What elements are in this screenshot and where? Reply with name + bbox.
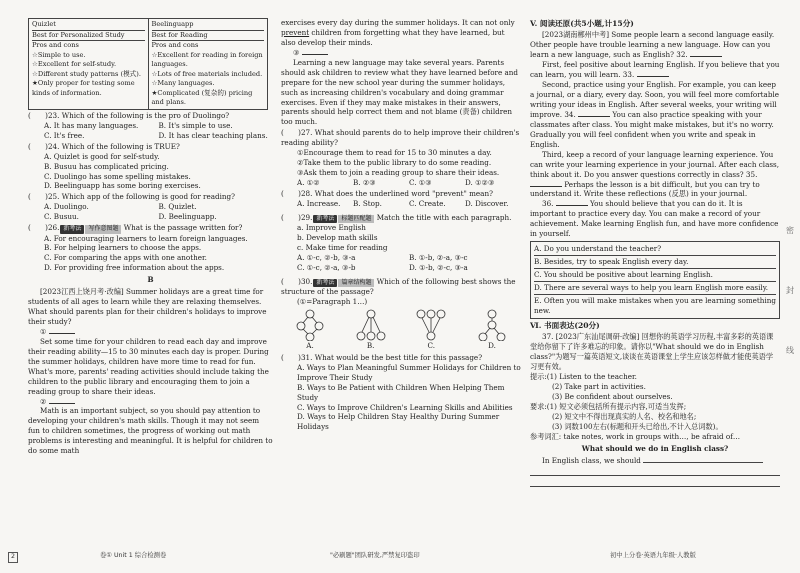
paragraph-3: Learning a new language may take several years. Parents should ask children to review what they have learned before and prepare for the new school year during the summer holidays, such as increasing children's vocabulary and doing grammar exercises. Even if they may make mistakes in their answers, parents should help correct them and not blame (责备) children too much. <box>281 57 519 127</box>
section-5-heading: V. 阅读还原(共5小题,计15分) <box>530 19 634 28</box>
passage-intro: [2023江西上饶月考·改编] Summer holidays are a great time for students of all ages to learn while they are relaxing themselves. What should parents plan for their children's holidays to improve their study? <box>28 287 267 326</box>
question-30 <box>281 277 521 351</box>
column-2 <box>281 18 521 432</box>
seal-mark: 封 <box>786 286 794 295</box>
table-cell-line: ☆Excellent for self-study. <box>32 60 117 69</box>
option-b[interactable]: B. Quizlet. <box>158 202 197 212</box>
question-26-stem: What is the passage written for? <box>123 223 243 233</box>
reading-para-1: First, feel positive about learning English. If you believe that you can learn, you will learn. 33. <box>530 60 780 80</box>
option-c: C. You should be positive about learning English. <box>534 269 776 282</box>
reading-para-3: Third, keep a record of your language learning experience. You can write your learning experience in your journal. After each class, think about it. Do you answer questions correctly in class? 35. Perhaps the lesson is a bit difficult, but you can try to understand it. Write these reflections (反思) in your journal. <box>530 149 780 199</box>
table-cell-line: Beelinguapp <box>152 20 265 31</box>
option-d[interactable]: D. Beelinguapp has some boring exercises. <box>44 181 201 191</box>
diagram-c[interactable] <box>416 309 446 351</box>
option-c[interactable]: C. ①-c, ②-a, ③-b <box>297 262 356 272</box>
seal-mark: 线 <box>786 346 794 355</box>
reading-para-4: 36. You should believe that you can do it. It is important to practice every day. You can make a record of your achievement. Make learning English fun, and have more confidence in yourself. <box>530 199 779 239</box>
app-comparison-table <box>28 18 268 110</box>
option-b: B. Besides, try to speak English every day. <box>534 256 776 269</box>
statement-3: ③Ask them to join a reading group to share their ideas. <box>297 168 500 178</box>
answer-blank-34[interactable] <box>578 110 610 117</box>
option-a[interactable]: A. ①-c, ②-b, ③-a <box>297 252 356 262</box>
question-25-stem: ( )25. Which app of the following is good for reading? <box>28 192 236 202</box>
requirements-label: 要求: <box>530 401 547 411</box>
question-29 <box>281 213 521 273</box>
question-28 <box>281 189 521 209</box>
option-a[interactable]: A. Increase. <box>297 198 341 208</box>
reading-para-2: Second, practice using your English. For example, you can keep a journal, or a diary, every day. Soon, you will feel more comfortable writing your ideas in English. After several weeks, your writing will improve. 34. You can also practice speaking with your classmates after class. You might make mistakes, but it's no worry. Gradually you will feel confident when you write and speak in English. <box>530 80 779 149</box>
option-b[interactable]: B. For helping learners to choose the apps. <box>44 243 202 253</box>
blank-1[interactable]: ① <box>28 327 273 337</box>
question-number: ( )30. <box>281 276 313 286</box>
question-23-stem: ( )23. Which of the following is the pro of Duolingo? <box>28 110 230 120</box>
table-cell-line: Quizlet <box>32 20 145 31</box>
options-box <box>530 241 780 319</box>
option-c[interactable]: C. Busuu. <box>44 212 79 222</box>
question-27 <box>281 128 521 188</box>
question-30-stem: Which of the following best shows the structure of the passage? <box>281 276 516 297</box>
table-cell-line: ☆Many languages. <box>151 79 215 88</box>
footer-center-text: "必刷题"团队研发,严禁复印盗印 <box>330 552 420 559</box>
option-d[interactable]: D. For providing free information about the apps. <box>44 263 225 273</box>
hint-3: (3) Be confident about ourselves. <box>552 391 673 401</box>
hint-1: (1) Listen to the teacher. <box>546 372 637 381</box>
question-type-tag: 标题匹配题 <box>338 215 374 223</box>
paragraph-2: Math is an important subject, so you should pay attention to developing your children's math skills. Though it may not seem fun to children sometimes, the progress of working out math problems is interesting and meaningful. It is helpful for children to do some math <box>28 406 273 456</box>
essay-start-line[interactable]: In English class, we should <box>530 456 780 466</box>
writing-prompt: 37. [2023广东汕尾调研·改编] 回想你的英语学习历程,丰富多彩的英语课堂给你留下了许多难忘的印象。请你以"What should we do in English class?"为题写一篇英语短文,谈谈在英语课堂上学生应该怎样做才能使英语学习更有效。 <box>530 332 774 372</box>
question-28-stem: ( )28. What does the underlined word "prevent" mean? <box>281 188 493 198</box>
column-3 <box>530 18 780 487</box>
option-c[interactable]: C. Duolingo has some spelling mistakes. <box>44 171 191 181</box>
answer-blank-35[interactable] <box>530 180 562 187</box>
option-a[interactable]: A. ①② <box>297 178 320 187</box>
option-d[interactable]: D. Ways to Help Children Stay Healthy During Summer Holidays <box>297 412 500 432</box>
statement-2: ②Take them to the public library to do some reading. <box>297 158 492 168</box>
question-31-stem: ( )31. What would be the best title for this passage? <box>281 352 483 362</box>
question-26 <box>28 223 273 273</box>
diagram-d[interactable] <box>477 309 507 351</box>
option-b[interactable]: B. ①-b, ②-a, ③-c <box>409 252 468 262</box>
question-type-tag: 写作意图题 <box>85 225 121 233</box>
option-a[interactable]: A. Ways to Plan Meaningful Summer Holidays for Children to Improve Their Study <box>297 362 521 382</box>
option-b[interactable]: B. ②③ <box>353 178 376 187</box>
table-cell-line: Best for Reading <box>152 31 265 42</box>
table-cell-line: ☆Simple to use. <box>32 50 86 59</box>
option-d: D. There are several ways to help you learn English more easily. <box>534 282 776 295</box>
footer-right-text: 初中上分卷·英语九年级·人教版 <box>610 552 696 559</box>
paragraph-1: Set some time for your children to read each day and improve their reading ability—15 to 30 minutes each day is proper. During the summer holidays, children have more time to read for fun. What's more, parents' reading activities should include taking the children to the public library and encouraging them to join a reading group to share their ideas. <box>28 336 269 396</box>
question-number: ( )26. <box>28 223 60 233</box>
option-b[interactable]: B. Busuu has complicated pricing. <box>44 161 169 171</box>
question-31 <box>281 353 521 433</box>
question-type-tag: 篇章结构题 <box>338 279 374 287</box>
quizlet-column <box>29 19 149 110</box>
beelinguapp-column <box>148 19 268 110</box>
table-cell-line: ☆Different study patterns (模式). <box>32 69 141 78</box>
table-cell-line: ★Complicated (复杂的) pricing and plans. <box>151 88 253 107</box>
option-d[interactable]: D. ①②③ <box>465 178 495 187</box>
blank-3[interactable]: ③ <box>281 48 521 58</box>
title-a: a. Improve English <box>297 223 366 233</box>
tree-diagram-icon <box>477 309 507 341</box>
answer-blank-36[interactable] <box>556 199 588 206</box>
writing-line[interactable] <box>530 465 780 476</box>
requirement-2: (2) 短文中不得出现真实的人名、校名和地名; <box>552 411 697 421</box>
option-c[interactable]: C. Ways to Improve Children's Learning Skills and Abilities <box>297 402 513 412</box>
paragraph-2-continued: exercises every day during the summer holidays. It can not only prevent children from forgetting what they have learned, but also develop their minds. <box>281 18 515 47</box>
writing-line[interactable] <box>530 476 780 487</box>
option-d[interactable]: D. Discover. <box>465 198 509 208</box>
requirement-3: (3) 词数100左右(标题和开头已给出,不计入总词数)。 <box>552 421 723 431</box>
section-b-heading: B <box>147 275 154 285</box>
blank-2[interactable]: ② <box>28 397 273 407</box>
footer-left-text: 卷① Unit 1 综合检测卷 <box>100 552 167 559</box>
requirement-1: (1) 短文必须包括所有提示内容,可适当发挥; <box>546 401 687 411</box>
tree-diagram-icon <box>295 309 325 341</box>
option-c[interactable]: C. It's free. <box>44 130 85 140</box>
table-cell-line: ☆Lots of free materials included. <box>151 69 263 78</box>
option-a: A. <box>306 340 314 350</box>
option-c[interactable]: C. For comparing the apps with one another. <box>44 253 207 263</box>
option-a[interactable]: A. Duolingo. <box>44 202 89 212</box>
option-d[interactable]: D. It has clear teaching plans. <box>158 130 268 140</box>
diagram-a[interactable] <box>295 309 325 351</box>
option-a[interactable]: A. It has many languages. <box>44 120 139 130</box>
table-cell-line: Pros and cons <box>151 41 199 50</box>
reference-vocabulary: 参考词汇: take notes, work in groups with…, be afraid of… <box>530 431 741 441</box>
option-b[interactable]: B. Ways to Be Patient with Children When Helping Them Study <box>297 382 505 402</box>
question-number: ( )29. <box>281 212 313 222</box>
tree-diagram-icon <box>356 309 386 341</box>
table-cell-line: ★Only proper for testing some kinds of information. <box>32 79 135 97</box>
option-d: D. <box>488 340 496 350</box>
reading-intro: [2023湖南郴州中考] Some people learn a second language easily. Other people have trouble learning a new language. How can you learn a new language, such as English? 32. <box>530 30 775 60</box>
option-b[interactable]: B. It's simple to use. <box>158 120 233 130</box>
structure-diagrams <box>281 309 521 351</box>
question-23 <box>28 111 273 141</box>
option-e: E. Often you will make mistakes when you are learning something new. <box>534 295 776 315</box>
option-c[interactable]: C. ①③ <box>409 178 432 187</box>
diagram-b[interactable] <box>356 309 386 351</box>
answer-blank-33[interactable] <box>637 70 669 77</box>
option-b: B. <box>366 340 375 350</box>
structure-note: (①=Paragraph 1…) <box>297 296 368 306</box>
title-b: b. Develop math skills <box>297 233 378 243</box>
table-cell-line: ☆Excellent for reading in foreign languages. <box>151 50 263 69</box>
answer-blank-32[interactable] <box>690 50 722 57</box>
option-a[interactable]: A. For encouraging learners to learn foreign languages. <box>44 233 248 243</box>
new-type-tag: 新考法 <box>60 225 84 233</box>
table-cell-line: Best for Personalized Study <box>32 31 145 42</box>
new-type-tag: 新考法 <box>313 215 337 223</box>
option-a: A. Do you understand the teacher? <box>534 243 776 256</box>
page-number: 2 <box>8 552 18 563</box>
underlined-word: prevent <box>281 27 310 37</box>
column-1 <box>28 18 273 456</box>
option-a[interactable]: A. Quizlet is good for self-study. <box>44 151 160 161</box>
question-27-stem: ( )27. What should parents do to help improve their children's reading ability? <box>281 128 520 148</box>
seal-mark: 密 <box>786 226 794 235</box>
option-c[interactable]: C. Create. <box>409 198 446 208</box>
table-cell-line: Pros and cons <box>32 41 79 50</box>
question-29-stem: Match the title with each paragraph. <box>376 212 512 222</box>
option-c: C. <box>427 340 436 350</box>
statement-1: ①Encourage them to read for 15 to 30 minutes a day. <box>297 148 492 158</box>
option-d[interactable]: D. ①-b, ②-c, ③-a <box>409 262 468 272</box>
hint-2: (2) Take part in activities. <box>552 381 646 391</box>
essay-title: What should we do in English class? <box>581 443 729 453</box>
tree-diagram-icon <box>416 309 446 341</box>
title-c: c. Make time for reading <box>297 242 388 252</box>
hints-label: 提示: <box>530 372 547 381</box>
question-25 <box>28 192 273 222</box>
new-type-tag: 新考法 <box>313 279 337 287</box>
question-24 <box>28 142 273 192</box>
section-6-heading: Ⅵ. 书面表达(20分) <box>530 320 600 330</box>
option-d[interactable]: D. Beelinguapp. <box>158 212 217 222</box>
option-b[interactable]: B. Stop. <box>353 198 382 208</box>
question-24-stem: ( )24. Which of the following is TRUE? <box>28 141 180 151</box>
